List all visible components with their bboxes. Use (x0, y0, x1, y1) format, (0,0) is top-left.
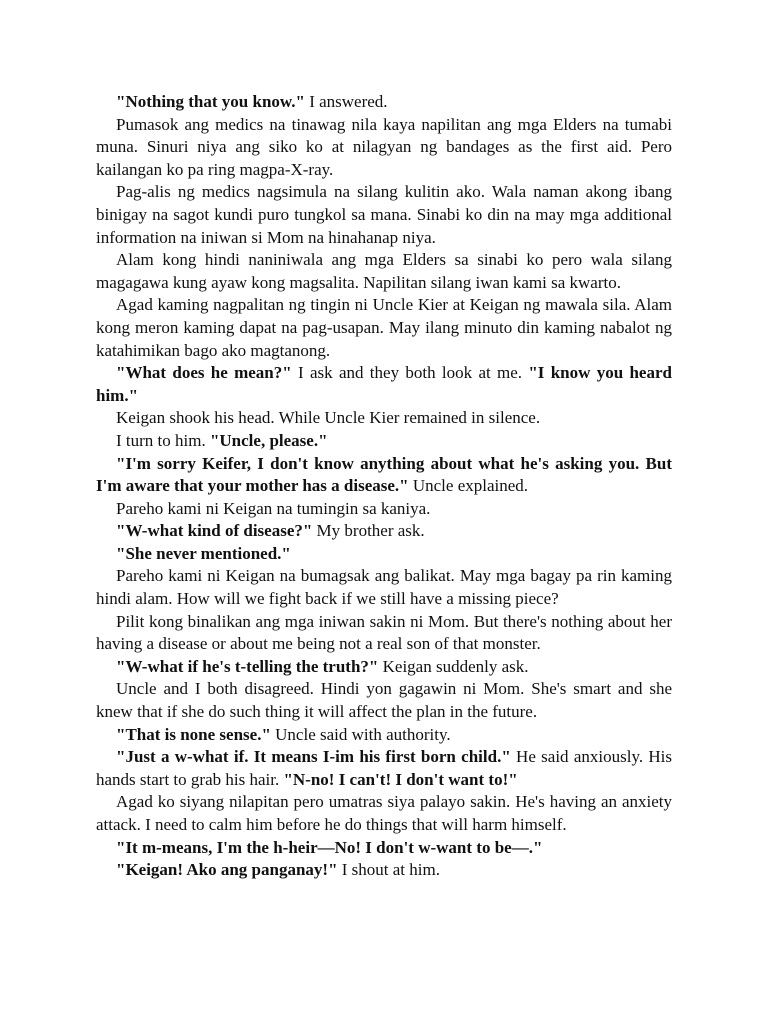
narration: Uncle and I both disagreed. Hindi yon gagawin ni Mom. She's smart and she knew that if she do such thing it will affect the plan in the future. (96, 679, 672, 722)
paragraph-9 (96, 453, 672, 498)
dialogue: "That is none sense." (116, 724, 271, 744)
narration: I shout at him. (337, 860, 440, 880)
narration: Pilit kong binalikan ang mga iniwan sakin ni Mom. But there's nothing about her having a disease or about me being not a real son of that monster. (96, 611, 672, 654)
narration: Agad ko siyang nilapitan pero umatras siya palayo sakin. He's having an anxiety attack. I need to calm him before he do things that will harm himself. (96, 792, 672, 834)
document-page (96, 91, 672, 882)
dialogue: "I'm sorry Keifer, I don't know anything about what he's asking you. But I'm aware that your mother has a disease." (96, 453, 672, 496)
dialogue: "What does he mean?" (116, 363, 292, 383)
narration: Pumasok ang medics na tinawag nila kaya napilitan ang mga Elders na tumabi muna. Sinuri niya ang siko ko at nilagyan ng bandages as the first aid. Pero kailangan ko pa ring magpa-X-ray. (96, 114, 672, 179)
paragraph-1 (96, 91, 672, 114)
paragraph-10 (96, 498, 672, 521)
narration: I turn to him. (116, 430, 210, 450)
dialogue: "Just a w-what if. It means I-im his first born child." (116, 747, 511, 767)
narration: He said anxiously. His hands start to grab his hair. (96, 747, 672, 789)
paragraph-12 (96, 543, 672, 566)
paragraph-7 (96, 407, 672, 430)
paragraph-13 (96, 565, 672, 610)
narration: Uncle said with authority. (270, 724, 451, 744)
dialogue: "I know you heard him." (96, 363, 672, 405)
paragraph-5 (96, 294, 672, 362)
narration: My brother ask. (312, 521, 425, 541)
paragraph-19 (96, 791, 672, 836)
paragraph-2 (96, 114, 672, 182)
paragraph-17 (96, 724, 672, 747)
paragraph-20 (96, 837, 672, 860)
narration: Pag-alis ng medics nagsimula na silang kulitin ako. Wala naman akong ibang binigay na sagot kundi puro tungkol sa mana. Sinabi ko din na may mga additional information na iniwan si Mom na hinahanap niya. (96, 182, 672, 247)
dialogue: "It m-means, I'm the h-heir—No! I don't w-want to be—." (116, 837, 543, 857)
narration: Pareho kami ni Keigan na tumingin sa kaniya. (116, 498, 431, 518)
paragraph-11 (96, 520, 672, 543)
narration: Uncle explained. (408, 476, 529, 496)
dialogue: "N-no! I can't! I don't want to!" (283, 769, 518, 789)
dialogue: "She never mentioned." (116, 543, 291, 563)
dialogue: "W-what kind of disease?" (116, 521, 313, 541)
dialogue: "Uncle, please." (209, 430, 328, 450)
dialogue: "W-what if he's t-telling the truth?" (116, 656, 379, 676)
dialogue: "Nothing that you know." (116, 92, 305, 111)
paragraph-16 (96, 678, 672, 723)
paragraph-8 (96, 430, 672, 453)
narration: Alam kong hindi naniniwala ang mga Elders sa sinabi ko pero wala silang magagawa kung ayaw kong magsalita. Napilitan silang iwan kami sa kwarto. (96, 250, 672, 292)
narration: Keigan shook his head. While Uncle Kier remained in silence. (116, 408, 541, 428)
paragraph-6 (96, 362, 672, 407)
paragraph-21 (96, 859, 672, 882)
paragraph-4 (96, 249, 672, 294)
dialogue: "Keigan! Ako ang panganay!" (116, 860, 338, 880)
paragraph-3 (96, 181, 672, 249)
paragraph-18 (96, 746, 672, 791)
paragraph-15 (96, 656, 672, 679)
narration: Pareho kami ni Keigan na bumagsak ang balikat. May mga bagay pa rin kaming hindi alam. How will we fight back if we still have a missing piece? (96, 566, 672, 609)
narration: Keigan suddenly ask. (378, 656, 529, 676)
narration: I ask and they both look at me. (291, 363, 529, 383)
paragraph-14 (96, 611, 672, 656)
narration: I answered. (304, 92, 388, 111)
narration: Agad kaming nagpalitan ng tingin ni Uncle Kier at Keigan ng mawala sila. Alam kong meron kaming dapat na pag-usapan. May ilang minuto din kaming nabalot ng katahimikan bago ako magtanong. (96, 295, 672, 360)
